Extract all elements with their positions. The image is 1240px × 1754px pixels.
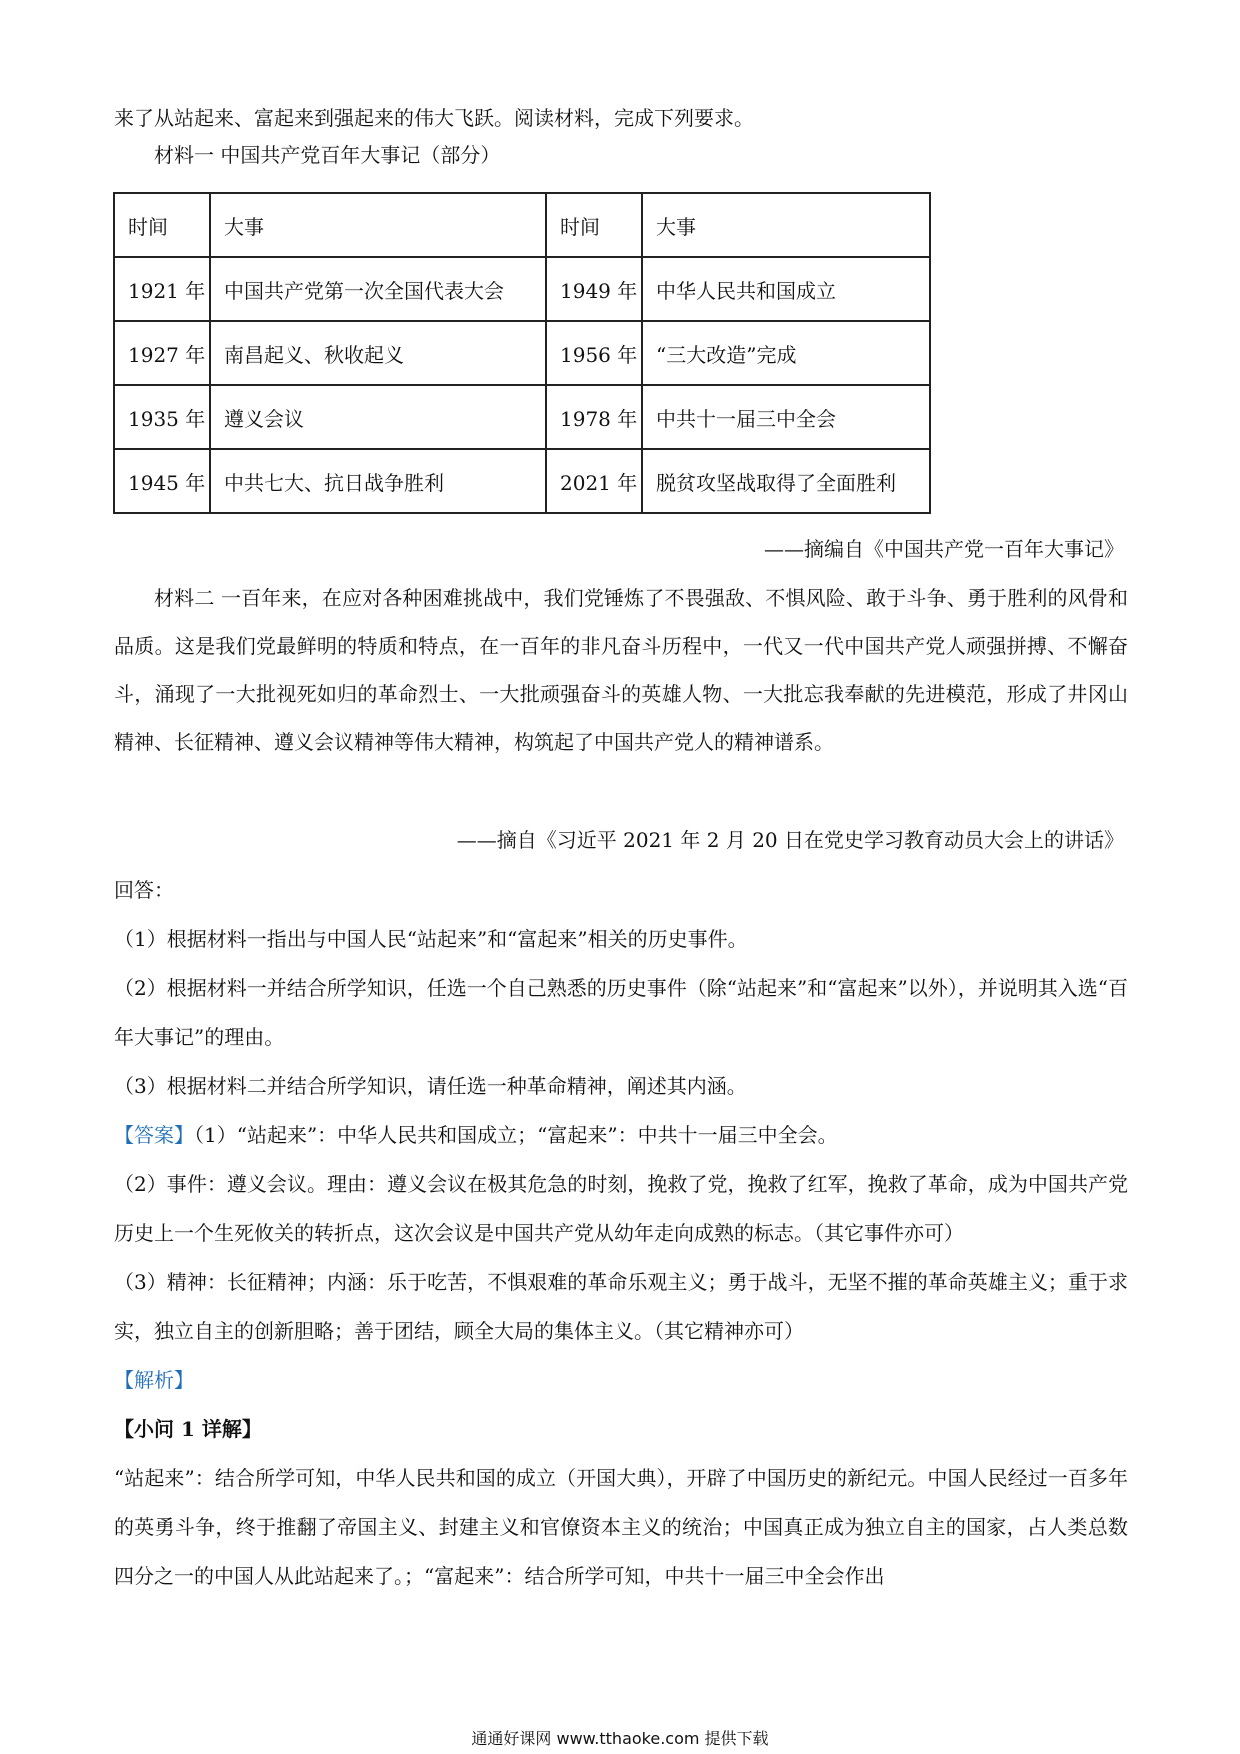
material2-source: ——摘自《习近平 2021 年 2 月 20 日在党史学习教育动员大会上的讲话》 [456,828,1124,852]
table-cell-year: 1921 年 [114,257,210,321]
question-3: （3）根据材料二并结合所学知识，请任选一种革命精神，阐述其内涵。 [114,1074,747,1098]
table-header-cell: 大事 [210,193,546,257]
analysis-subheading: 【小问 1 详解】 [114,1417,262,1441]
answer-part-1 [114,1111,1128,1160]
question-1: （1）根据材料一指出与中国人民“站起来”和“富起来”相关的历史事件。 [114,927,748,951]
table-cell-event: 中华人民共和国成立 [642,257,930,321]
table-cell-year: 1956 年 [546,321,642,385]
answer-label: 【答案】 [114,1123,194,1147]
table-cell-year: 1945 年 [114,449,210,513]
table-row [114,321,930,385]
answer-part-3: （3）精神：长征精神；内涵：乐于吃苦，不惧艰难的革命乐观主义；勇于战斗，无坚不摧的革命英雄主义；重于求实，独立自主的创新胆略；善于团结，顾全大局的集体主义。（其它精神亦可） [114,1270,1128,1343]
table-row [114,449,930,513]
answer-prompt: 回答： [114,878,174,902]
table-header-cell: 时间 [546,193,642,257]
analysis-label: 【解析】 [114,1368,194,1392]
table-header-row [114,193,930,257]
material2-text: 材料二 一百年来，在应对各种困难挑战中，我们党锤炼了不畏强敌、不惧风险、敢于斗争、勇于胜利的风骨和品质。这是我们党最鲜明的特质和特点，在一百年的非凡奋斗历程中，一代又一代中国共产党人顽强拼搏、不懈奋斗，涌现了一大批视死如归的革命烈士、一大批顽强奋斗的英雄人物、一大批忘我奉献的先进模范，形成了井冈山精神、长征精神、遵义会议精神等伟大精神，构筑起了中国共产党人的精神谱系。 [114,586,1128,754]
table-cell-event: 遵义会议 [210,385,546,449]
table-cell-event: 脱贫攻坚战取得了全面胜利 [642,449,930,513]
intro-line: 来了从站起来、富起来到强起来的伟大飞跃。阅读材料，完成下列要求。 [114,106,754,130]
table-cell-event: 中共七大、抗日战争胜利 [210,449,546,513]
answer-part-2: （2）事件：遵义会议。理由：遵义会议在极其危急的时刻，挽救了党，挽救了红军，挽救了革命，成为中国共产党历史上一个生死攸关的转折点，这次会议是中国共产党从幼年走向成熟的标志。（其它事件亦可） [114,1172,1128,1245]
events-table [113,192,931,514]
page-footer: 通通好课网 www.tthaoke.com 提供下载 [471,1729,769,1748]
question-2: （2）根据材料一并结合所学知识，任选一个自己熟悉的历史事件（除“站起来”和“富起来”以外），并说明其入选“百年大事记”的理由。 [114,976,1128,1049]
table-cell-year: 2021 年 [546,449,642,513]
table-cell-event: 南昌起义、秋收起义 [210,321,546,385]
table-cell-event: “三大改造”完成 [642,321,930,385]
table-cell-event: 中共十一届三中全会 [642,385,930,449]
material1-title: 材料一 中国共产党百年大事记（部分） [154,143,501,167]
table-header-cell: 大事 [642,193,930,257]
table-cell-event: 中国共产党第一次全国代表大会 [210,257,546,321]
analysis-text: “站起来”：结合所学可知，中华人民共和国的成立（开国大典），开辟了中国历史的新纪元。中国人民经过一百多年的英勇斗争，终于推翻了帝国主义、封建主义和官僚资本主义的统治；中国真正成为独立自主的国家，占人类总数四分之一的中国人从此站起来了。；“富起来”：结合所学可知，中共十一届三中全会作出 [114,1466,1128,1588]
answer-part-1-text: （1）“站起来”：中华人民共和国成立；“富起来”：中共十一届三中全会。 [194,1123,838,1147]
table-cell-year: 1949 年 [546,257,642,321]
table-cell-year: 1978 年 [546,385,642,449]
table-row [114,385,930,449]
table-cell-year: 1935 年 [114,385,210,449]
table-header-cell: 时间 [114,193,210,257]
table-row [114,257,930,321]
table-cell-year: 1927 年 [114,321,210,385]
material1-source: ——摘编自《中国共产党一百年大事记》 [764,537,1124,561]
